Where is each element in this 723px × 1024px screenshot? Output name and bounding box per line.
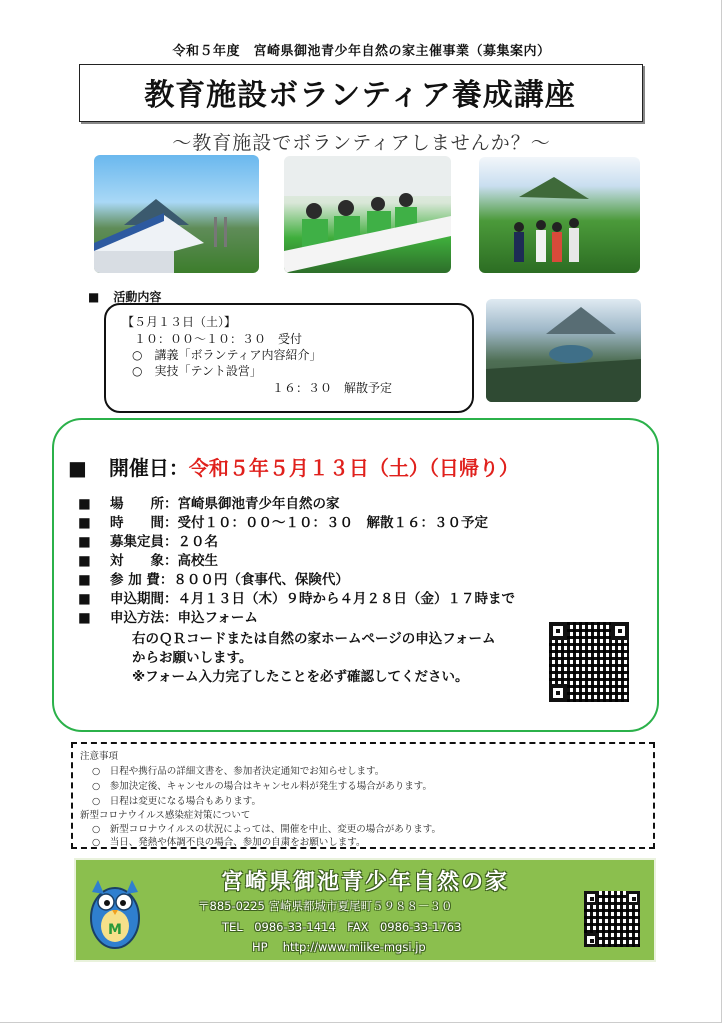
photo-hiking-group [479,157,640,273]
info-row-method: ■ 申込方法：申込フォーム [78,610,258,626]
photo-crater-lake-aerial [486,299,641,402]
info-row-time: ■ 時 間：受付１０：００～１０：３０ 解散１６：３０予定 [78,515,488,531]
notes-heading: 注意事項 [80,751,119,762]
info-row-fee: ■ 参 加 費：８００円（食事代、保険代） [78,572,349,588]
activity-line: 【５月１３日（土）】 [122,315,237,329]
event-date-value: 令和５年５月１３日（土）（日帰り） [188,456,519,480]
note-item: ○ 参加決定後、キャンセルの場合はキャンセル料が発生する場合があります。 [92,781,433,792]
method-line: 右のＱＲコードまたは自然の家ホームページの申込フォーム [132,631,496,647]
page-subtitle: ～教育施設でボランティアしませんか？～ [172,132,551,154]
info-row-venue: ■ 場 所：宮崎県御池青少年自然の家 [78,496,340,512]
info-row-capacity: ■ 募集定員：２０名 [78,534,218,550]
footer-homepage-link[interactable]: HP http://www.miike-mgsi.jp [252,940,426,954]
mascot-letter: M [108,922,122,938]
note-item: ○ 日程は変更になる場合もあります。 [92,796,262,807]
event-date [68,452,519,481]
activity-line: ○ 実技「テント設営」 [132,364,262,378]
note-item: ○ 日程や携行品の詳細文書を、参加者決定通知でお知らせします。 [92,766,385,777]
covid-heading: 新型コロナウイルス感染症対策について [80,810,251,821]
application-form-qr-code[interactable] [549,622,629,702]
footer-org-name: 宮崎県御池青少年自然の家 [220,870,509,895]
covid-item: ○ 新型コロナウイルスの状況によっては、開催を中止、変更の場合があります。 [92,824,441,835]
activity-heading-text: 活動内容 [113,290,162,304]
method-line: からお願いします。 [132,650,253,666]
method-line: ※フォーム入力完了したことを必ず確認してください。 [132,669,469,685]
photo-facility-mountain [94,155,259,273]
activity-heading-mark: ■ [88,290,100,304]
footer-address: 〒885-0225 宮崎県都城市夏尾町５９８８－３０ [198,899,453,913]
event-date-mark: ■ [68,456,87,480]
activity-line: ○ 講義「ボランティア内容紹介」 [132,348,322,362]
footer-phone-fax: TEL 0986-33-1414 FAX 0986-33-1763 [222,920,462,934]
activity-line: １０：００～１０：３０ 受付 [122,332,303,346]
event-date-label: 開催日： [108,456,189,480]
info-row-target: ■ 対 象：高校生 [78,553,218,569]
header-top-line: 令和５年度 宮崎県御池青少年自然の家主催事業（募集案内） [172,44,551,59]
photo-lecture-room [284,156,451,273]
page-title: 教育施設ボランティア養成講座 [144,78,576,113]
homepage-qr-code[interactable] [584,891,640,947]
activity-line: １６：３０ 解散予定 [272,381,393,395]
info-row-period: ■ 申込期間：４月１３日（木）９時から４月２８日（金）１７時まで [78,591,515,607]
covid-item: ○ 当日、発熱や体調不良の場合、参加の自粛をお願いします。 [92,837,366,848]
